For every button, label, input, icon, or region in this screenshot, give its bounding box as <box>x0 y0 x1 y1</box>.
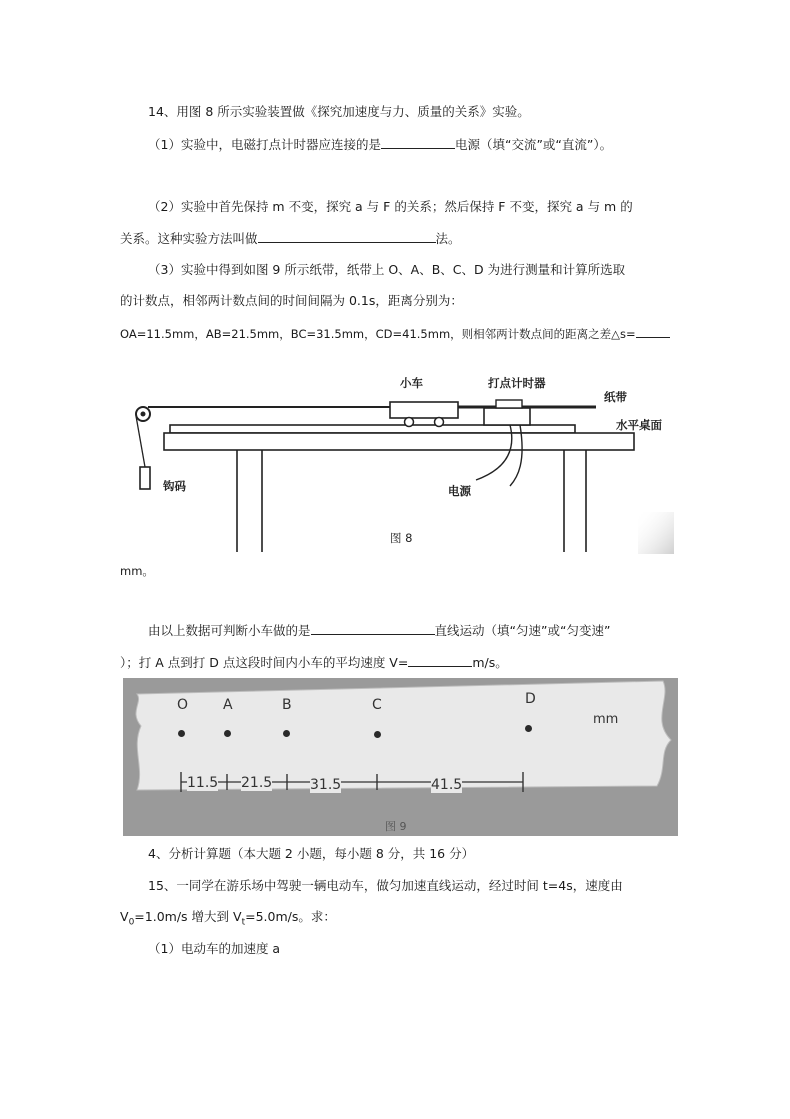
q15-v0-subscript: 0 <box>128 917 135 928</box>
q15-line1: 15、一同学在游乐场中驾驶一辆电动车，做匀加速直线运动，经过时间 t=4s，速度由 <box>148 878 623 893</box>
q15-v0-symbol: V <box>120 909 129 924</box>
figure-8 <box>118 362 674 554</box>
tape-unit: mm <box>593 712 619 727</box>
q15-part1: （1）电动车的加速度 a <box>148 941 281 956</box>
distance-bc: 31.5 <box>310 777 342 793</box>
answer-blank-velocity[interactable] <box>408 653 472 667</box>
q15-line2 <box>120 908 336 932</box>
q14-velocity-text: ）；打 A 点到打 D 点这段时间内小车的平均速度 V= <box>120 655 409 670</box>
count-point-a <box>224 730 231 737</box>
section-4-title: 4、分析计算题（本大题 2 小题，每小题 8 分，共 16 分） <box>148 846 475 861</box>
point-label-b: B <box>282 697 292 713</box>
q14-part2-text-end: 法。 <box>435 231 461 246</box>
answer-blank-power[interactable] <box>381 135 455 149</box>
q15-v0-value: =1.0m/s 增大到 V <box>134 909 242 924</box>
count-point-o <box>178 730 185 737</box>
figure-9 <box>123 678 678 836</box>
q14-motion-text-end: 直线运动（填“匀速”或“匀变速” <box>434 623 611 638</box>
label-timer: 打点计时器 <box>488 376 546 390</box>
q14-part3-distances <box>120 324 670 343</box>
apparatus-diagram <box>118 362 674 554</box>
figure-8-caption: 图 8 <box>390 531 413 545</box>
point-label-c: C <box>372 697 382 713</box>
q14-part1-text-end: 电源（填“交流”或“直流”）。 <box>454 137 613 152</box>
q14-part2-text: 关系。这种实验方法叫做 <box>120 231 258 246</box>
q14-part3-distances-text: OA=11.5mm，AB=21.5mm，BC=31.5mm，CD=41.5mm，则相邻两计数点间的距离之差△s= <box>120 327 636 341</box>
point-label-o: O <box>177 697 189 713</box>
label-table: 水平桌面 <box>616 418 662 432</box>
count-point-b <box>283 730 290 737</box>
q14-avg-velocity <box>120 653 508 672</box>
answer-blank-delta-s[interactable] <box>636 324 670 338</box>
figure-9-caption: 图 9 <box>385 820 407 833</box>
label-tape: 纸带 <box>604 390 627 404</box>
point-label-a: A <box>223 697 233 713</box>
q14-motion-text: 由以上数据可判断小车做的是 <box>148 623 311 638</box>
q14-intro: 14、用图 8 所示实验装置做《探究加速度与力、质量的关系》实验。 <box>148 104 530 119</box>
answer-blank-method[interactable] <box>258 229 436 243</box>
point-label-d: D <box>525 691 536 707</box>
paper-tape <box>123 678 678 836</box>
label-weight: 钩码 <box>163 479 186 493</box>
distance-oa: 11.5 <box>187 775 219 791</box>
q14-part2: （2）实验中首先保持 m 不变，探究 a 与 F 的关系；然后保持 F 不变，探究 a 与 m 的 <box>148 199 633 214</box>
q14-part1 <box>148 135 612 154</box>
q14-part3: （3）实验中得到如图 9 所示纸带，纸带上 O、A、B、C、D 为进行测量和计算所选取 <box>148 262 626 277</box>
label-power: 电源 <box>448 484 471 498</box>
q14-motion-type <box>148 621 610 640</box>
q14-velocity-unit: m/s。 <box>472 655 508 670</box>
count-point-c <box>374 731 381 738</box>
q14-unit-mm: mm。 <box>120 564 154 578</box>
q14-part3-cont: 的计数点，相邻两计数点间的时间间隔为 0.1s，距离分别为： <box>120 293 463 308</box>
q15-vt-value: =5.0m/s。求： <box>245 909 336 924</box>
label-car: 小车 <box>400 376 423 390</box>
q14-part1-text: （1）实验中，电磁打点计时器应连接的是 <box>148 137 381 152</box>
answer-blank-motion[interactable] <box>311 621 435 635</box>
count-point-d <box>525 725 532 732</box>
distance-cd: 41.5 <box>431 777 463 793</box>
q15-vt-subscript: t <box>241 917 246 928</box>
q14-part2-cont <box>120 229 461 248</box>
distance-ab: 21.5 <box>241 775 273 791</box>
